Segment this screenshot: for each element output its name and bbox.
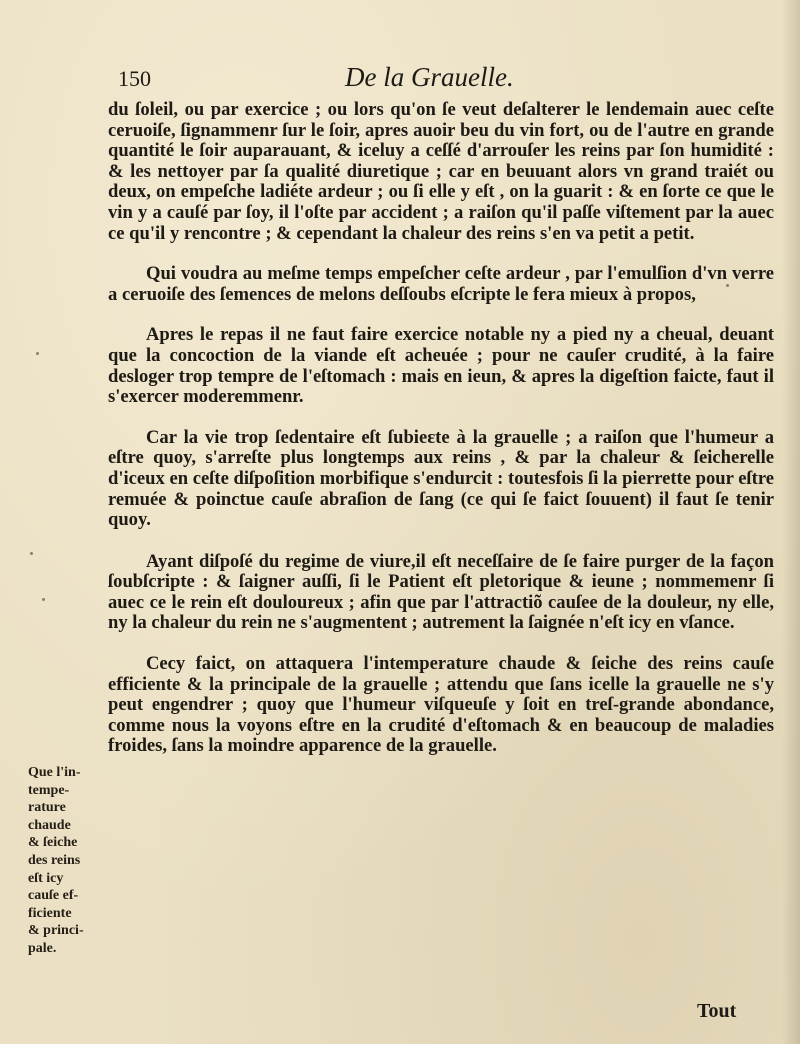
page-header (0, 62, 800, 102)
ink-speck (42, 598, 45, 601)
ink-speck (36, 352, 39, 355)
marginal-note-line: & ſeiche (28, 835, 78, 851)
paragraph-1: du ſoleil, ou par exercice ; ou lors qu'on ſe veut deſalterer le lendemain auec ceſte ceruoiſe, ſignammenr ſur le ſoir, apres auoir beu du vin fort, ou de l'autre en grande quantité le ſoir auparauant, & iceluy a ceſſé d'arrouſer les reins par ſon humidité : & les nettoyer par ſa qualité diuretique ; car en beuuant alors vn grand traiét ou deux, on empeſche ladiéte ardeur ; ou ſi elle y eſt , on la guarit : & en ſorte ce que le vin y a cauſé par ſoy, il l'oſte par accident ; a raiſon qu'il paſſe viſtement par la auec ce qu'il y rencontre ; & cependant la chaleur des reins s'en va petit a petit. (108, 99, 774, 244)
page-number: 150 (118, 66, 151, 91)
marginal-note-line: & princi- (28, 923, 84, 939)
marginal-note-line: pale. (28, 940, 57, 956)
marginal-note-line: rature (28, 800, 66, 816)
paragraph-3: Apres le repas il ne faut faire exercice notable ny a pied ny a cheual, deuant que la concoction de la viande eſt acheuée ; pour ne cauſer crudité, à la faire desloger trop tempre de l'eſtomach : mais en ieun, & apres la digeſtion faicte, faut il s'exercer moderemmenr. (108, 324, 774, 408)
marginal-note-line: des reins (28, 852, 81, 868)
marginal-note-line: chaude (28, 817, 71, 833)
marginal-note-line: Que l'in- (28, 765, 81, 780)
paragraph-5: Ayant diſpoſé du regime de viure,il eſt neceſſaire de ſe faire purger de la façon ſoubſcripte : & ſaigner auſſi, ſi le Patient eſt pletorique & ieune ; nommemenr ſi auec ce le rein eſt douloureux ; afin que par l'attractiõ cauſee de la douleur, ny elle, ny la chaleur du rein ne s'augmentent ; autrement la ſaignée n'eſt icy en vſance. (108, 550, 774, 634)
paragraph-4: Car la vie trop ſedentaire eſt ſubieɛte à la grauelle ; a raiſon que l'humeur a eſtre quoy, s'arreſte plus longtemps aux reins , & par la chaleur & ſeicherelle d'iceux en ceſte diſpoſition morbifique s'endurcit : toutesfois ſi la pierrette pour eſtre remuée & poinctue cauſe abraſion de ſang (ce qui ſe faict ſouuent) il faut ſe tenir quoy. (108, 426, 774, 531)
catchword: Tout (697, 1000, 737, 1022)
paragraph-2: Qui voudra au meſme temps empeſcher ceſte ardeur , par l'emulſion d'vn verre a ceruoiſe des ſemences de melons deſſoubs eſcripte le fera mieux à propos, (108, 263, 774, 305)
marginal-note-line: eſt icy (28, 870, 64, 886)
marginal-note-line: cauſe ef- (28, 888, 79, 904)
ink-speck (726, 284, 729, 287)
ink-speck (30, 552, 33, 555)
running-title: De la Grauelle. (345, 62, 514, 92)
marginal-note-line: ficiente (28, 905, 72, 921)
paragraph-6: Cecy faict, on attaquera l'intemperature chaude & ſeiche des reins cauſe efficiente & la principale de la grauelle ; attendu que ſans icelle la grauelle ne s'y peut engendrer ; quoy que l'humeur viſqueuſe y ſoit en treſ-grande abondance, comme nous la voyons eſtre en la crudité d'eſtomach & en beaucoup de maladies froides, ſans la moindre apparence de la grauelle. (108, 653, 774, 757)
marginal-note (28, 764, 108, 958)
body-text (108, 100, 774, 757)
page-edge-shadow (782, 0, 800, 1044)
marginal-note-line: tempe- (28, 782, 70, 798)
